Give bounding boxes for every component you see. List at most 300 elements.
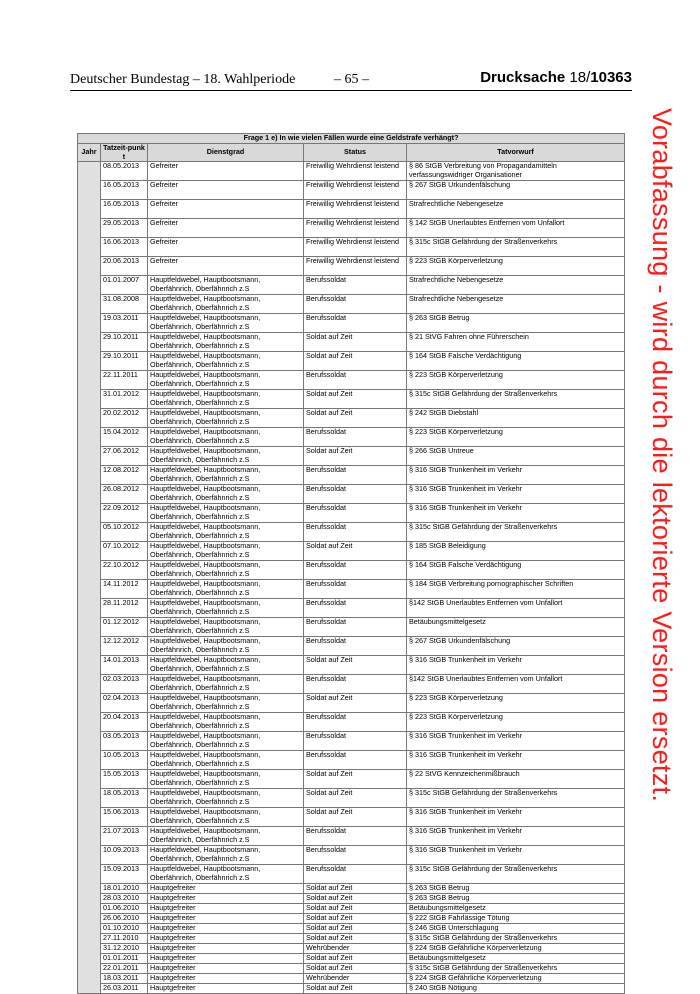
date-cell bbox=[101, 618, 148, 637]
charge-cell bbox=[407, 599, 625, 618]
charge-cell bbox=[407, 789, 625, 808]
charge-text-line1: § 315c StGB Gefährdung der Straßenverkehrs bbox=[409, 963, 558, 973]
table-row bbox=[78, 409, 625, 428]
charge-cell bbox=[407, 984, 625, 994]
status-cell bbox=[304, 542, 407, 561]
date-cell bbox=[101, 257, 148, 276]
status-text: Soldat auf Zeit bbox=[306, 963, 353, 973]
rank-text-line1: Hauptfeldwebel, Hauptbootsmann, bbox=[150, 674, 261, 684]
date-cell bbox=[101, 974, 148, 984]
charge-text-line1: §142 StGB Unerlaubtes Entfernen vom Unfallort bbox=[409, 674, 563, 684]
status-text: Soldat auf Zeit bbox=[306, 446, 353, 456]
rank-text-line2: Oberfähnrich, Oberfähnrich z.S bbox=[150, 321, 250, 331]
status-text: Soldat auf Zeit bbox=[306, 389, 353, 399]
status-text: Soldat auf Zeit bbox=[306, 883, 353, 893]
date-text: 28.03.2010 bbox=[103, 893, 139, 903]
rank-cell bbox=[148, 352, 304, 371]
rank-text-line1: Hauptfeldwebel, Hauptbootsmann, bbox=[150, 275, 261, 285]
rank-text-line1: Gefreiter bbox=[150, 180, 178, 190]
status-cell bbox=[304, 333, 407, 352]
status-text: Soldat auf Zeit bbox=[306, 933, 353, 943]
date-cell bbox=[101, 954, 148, 964]
charge-cell bbox=[407, 333, 625, 352]
charge-text-line1: § 21 StVG Fahren ohne Führerschein bbox=[409, 332, 529, 342]
status-text: Soldat auf Zeit bbox=[306, 953, 353, 963]
table-row bbox=[78, 944, 625, 954]
charge-cell bbox=[407, 944, 625, 954]
charge-text-line1: § 315c StGB Gefährdung der Straßenverkehrs bbox=[409, 788, 558, 798]
date-text: 15.05.2013 bbox=[103, 769, 139, 779]
column-header-charge: Tatvorwurf bbox=[407, 144, 625, 162]
rank-text-line2: Oberfähnrich, Oberfähnrich z.S bbox=[150, 720, 250, 730]
rank-text-line2: Oberfähnrich, Oberfähnrich z.S bbox=[150, 739, 250, 749]
table-row bbox=[78, 789, 625, 808]
date-cell bbox=[101, 447, 148, 466]
date-text: 29.10.2011 bbox=[103, 332, 139, 342]
table-row bbox=[78, 954, 625, 964]
charge-cell bbox=[407, 637, 625, 656]
charge-text-line1: Strafrechtliche Nebengesetze bbox=[409, 199, 504, 209]
status-cell bbox=[304, 276, 407, 295]
charge-cell bbox=[407, 974, 625, 984]
table-row bbox=[78, 580, 625, 599]
date-cell bbox=[101, 314, 148, 333]
rank-cell bbox=[148, 984, 304, 994]
status-text: Berufssoldat bbox=[306, 731, 346, 741]
rank-cell bbox=[148, 974, 304, 984]
rank-text-line1: Hauptfeldwebel, Hauptbootsmann, bbox=[150, 807, 261, 817]
charge-text-line1: § 315c StGB Gefährdung der Straßenverkehrs bbox=[409, 522, 558, 532]
rank-text-line1: Hauptgefreiter bbox=[150, 923, 196, 933]
rank-text-line1: Hauptfeldwebel, Hauptbootsmann, bbox=[150, 655, 261, 665]
date-cell bbox=[101, 713, 148, 732]
date-cell bbox=[101, 181, 148, 200]
status-text: Soldat auf Zeit bbox=[306, 788, 353, 798]
rank-text-line1: Hauptfeldwebel, Hauptbootsmann, bbox=[150, 389, 261, 399]
rank-text-line2: Oberfähnrich, Oberfähnrich z.S bbox=[150, 340, 250, 350]
table-row bbox=[78, 485, 625, 504]
table-row bbox=[78, 675, 625, 694]
charge-text-line1: § 184 StGB Verbreitung pornographischer Schriften bbox=[409, 579, 574, 589]
date-text: 22.10.2012 bbox=[103, 560, 139, 570]
rank-text-line2: Oberfähnrich, Oberfähnrich z.S bbox=[150, 606, 250, 616]
date-text: 26.08.2012 bbox=[103, 484, 139, 494]
rank-text-line1: Hauptfeldwebel, Hauptbootsmann, bbox=[150, 750, 261, 760]
table-row bbox=[78, 295, 625, 314]
table-row bbox=[78, 523, 625, 542]
table-row bbox=[78, 656, 625, 675]
date-text: 20.02.2012 bbox=[103, 408, 139, 418]
date-cell bbox=[101, 789, 148, 808]
status-cell bbox=[304, 504, 407, 523]
date-cell bbox=[101, 894, 148, 904]
rank-cell bbox=[148, 914, 304, 924]
status-cell bbox=[304, 238, 407, 257]
charge-text-line1: Betäubungsmittelgesetz bbox=[409, 953, 486, 963]
date-cell bbox=[101, 409, 148, 428]
charge-text-line1: Strafrechtliche Nebengesetze bbox=[409, 275, 504, 285]
status-cell bbox=[304, 314, 407, 333]
date-cell bbox=[101, 656, 148, 675]
charge-text-line1: § 164 StGB Falsche Verdächtigung bbox=[409, 560, 522, 570]
table-title: Frage 1 e) In wie vielen Fällen wurde eine Geldstrafe verhängt? bbox=[78, 134, 625, 144]
status-cell bbox=[304, 371, 407, 390]
charge-cell bbox=[407, 904, 625, 914]
date-cell bbox=[101, 390, 148, 409]
charge-cell bbox=[407, 770, 625, 789]
status-cell bbox=[304, 618, 407, 637]
rank-text-line2: Oberfähnrich, Oberfähnrich z.S bbox=[150, 549, 250, 559]
date-text: 16.06.2013 bbox=[103, 237, 139, 247]
table-row bbox=[78, 637, 625, 656]
status-cell bbox=[304, 894, 407, 904]
rank-text-line2: Oberfähnrich, Oberfähnrich z.S bbox=[150, 454, 250, 464]
date-cell bbox=[101, 276, 148, 295]
charge-cell bbox=[407, 504, 625, 523]
rank-text-line1: Hauptfeldwebel, Hauptbootsmann, bbox=[150, 864, 261, 874]
status-cell bbox=[304, 523, 407, 542]
document-number bbox=[480, 69, 632, 86]
charge-cell bbox=[407, 523, 625, 542]
charge-text-line1: § 316 StGB Trunkenheit im Verkehr bbox=[409, 465, 523, 475]
charge-cell bbox=[407, 561, 625, 580]
status-cell bbox=[304, 637, 407, 656]
status-cell bbox=[304, 934, 407, 944]
status-cell bbox=[304, 865, 407, 884]
rank-text-line2: Oberfähnrich, Oberfähnrich z.S bbox=[150, 568, 250, 578]
rank-cell bbox=[148, 371, 304, 390]
charge-text-line1: § 223 StGB Körperverletzung bbox=[409, 256, 503, 266]
status-text: Berufssoldat bbox=[306, 598, 346, 608]
charge-text-line1: § 222 StGB Fahrlässige Tötung bbox=[409, 913, 510, 923]
date-cell bbox=[101, 561, 148, 580]
rank-text-line1: Hauptfeldwebel, Hauptbootsmann, bbox=[150, 712, 261, 722]
rank-text-line1: Hauptfeldwebel, Hauptbootsmann, bbox=[150, 370, 261, 380]
charge-text-line1: § 316 StGB Trunkenheit im Verkehr bbox=[409, 845, 523, 855]
rank-cell bbox=[148, 276, 304, 295]
status-cell bbox=[304, 984, 407, 994]
date-text: 15.04.2012 bbox=[103, 427, 139, 437]
status-text: Berufssoldat bbox=[306, 370, 346, 380]
charge-cell bbox=[407, 808, 625, 827]
draft-watermark: Vorabfassung - wird durch die lektorierte Version ersetzt. bbox=[647, 108, 677, 803]
rank-text-line1: Hauptgefreiter bbox=[150, 973, 196, 983]
rank-text-line1: Hauptfeldwebel, Hauptbootsmann, bbox=[150, 598, 261, 608]
date-text: 31.08.2008 bbox=[103, 294, 139, 304]
status-cell bbox=[304, 428, 407, 447]
charge-cell bbox=[407, 485, 625, 504]
status-cell bbox=[304, 694, 407, 713]
status-cell bbox=[304, 732, 407, 751]
status-text: Berufssoldat bbox=[306, 313, 346, 323]
charge-text-line1: § 242 StGB Diebstahl bbox=[409, 408, 479, 418]
column-header-year: Jahr bbox=[78, 144, 101, 162]
charge-text-line2: verfassungswidriger Organisationer bbox=[409, 169, 523, 179]
date-text: 28.11.2012 bbox=[103, 598, 139, 608]
charge-text-line1: §142 StGB Unerlaubtes Entfernen vom Unfallort bbox=[409, 598, 563, 608]
document-number-prefix: 18/ bbox=[569, 69, 591, 86]
date-cell bbox=[101, 352, 148, 371]
rank-cell bbox=[148, 542, 304, 561]
status-text: Wehrübender bbox=[306, 943, 350, 953]
charge-text-line1: § 266 StGB Untreue bbox=[409, 446, 474, 456]
date-text: 14.01.2013 bbox=[103, 655, 139, 665]
charge-text-line1: Strafrechtliche Nebengesetze bbox=[409, 294, 504, 304]
rank-cell bbox=[148, 924, 304, 934]
rank-cell bbox=[148, 181, 304, 200]
year-cell bbox=[78, 162, 101, 994]
document-number-value: 10363 bbox=[590, 69, 632, 86]
table-row bbox=[78, 974, 625, 984]
rank-cell bbox=[148, 295, 304, 314]
rank-text-line1: Hauptgefreiter bbox=[150, 953, 196, 963]
rank-cell bbox=[148, 523, 304, 542]
rank-cell bbox=[148, 257, 304, 276]
rank-text-line2: Oberfähnrich, Oberfähnrich z.S bbox=[150, 492, 250, 502]
status-cell bbox=[304, 827, 407, 846]
charge-cell bbox=[407, 914, 625, 924]
status-cell bbox=[304, 466, 407, 485]
date-text: 31.12.2010 bbox=[103, 943, 139, 953]
table-row bbox=[78, 181, 625, 200]
date-text: 08.05.2013 bbox=[103, 161, 139, 171]
status-text: Berufssoldat bbox=[306, 845, 346, 855]
status-cell bbox=[304, 390, 407, 409]
charge-text-line1: § 223 StGB Körperverletzung bbox=[409, 427, 503, 437]
rank-text-line1: Hauptfeldwebel, Hauptbootsmann, bbox=[150, 465, 261, 475]
table-row bbox=[78, 846, 625, 865]
date-cell bbox=[101, 884, 148, 894]
date-cell bbox=[101, 542, 148, 561]
rank-text-line1: Hauptfeldwebel, Hauptbootsmann, bbox=[150, 636, 261, 646]
table-row bbox=[78, 428, 625, 447]
charge-cell bbox=[407, 865, 625, 884]
date-cell bbox=[101, 914, 148, 924]
rank-cell bbox=[148, 428, 304, 447]
rank-text-line1: Gefreiter bbox=[150, 237, 178, 247]
date-text: 03.05.2013 bbox=[103, 731, 139, 741]
rank-cell bbox=[148, 599, 304, 618]
charge-text-line1: § 246 StGB Unterschlagung bbox=[409, 923, 499, 933]
rank-text-line2: Oberfähnrich, Oberfähnrich z.S bbox=[150, 283, 250, 293]
table-row bbox=[78, 352, 625, 371]
rank-cell bbox=[148, 219, 304, 238]
rank-text-line2: Oberfähnrich, Oberfähnrich z.S bbox=[150, 397, 250, 407]
date-cell bbox=[101, 428, 148, 447]
rank-text-line2: Oberfähnrich, Oberfähnrich z.S bbox=[150, 682, 250, 692]
table-row bbox=[78, 219, 625, 238]
charge-text-line1: § 223 StGB Körperverletzung bbox=[409, 693, 503, 703]
charge-cell bbox=[407, 219, 625, 238]
status-cell bbox=[304, 751, 407, 770]
charge-text-line1: § 316 StGB Trunkenheit im Verkehr bbox=[409, 731, 523, 741]
status-cell bbox=[304, 656, 407, 675]
status-cell bbox=[304, 409, 407, 428]
rank-cell bbox=[148, 656, 304, 675]
table-row bbox=[78, 447, 625, 466]
rank-text-line1: Gefreiter bbox=[150, 161, 178, 171]
date-text: 01.01.2011 bbox=[103, 953, 139, 963]
rank-text-line1: Hauptgefreiter bbox=[150, 893, 196, 903]
status-cell bbox=[304, 808, 407, 827]
charge-cell bbox=[407, 580, 625, 599]
document-label: Drucksache bbox=[480, 69, 566, 86]
charge-text-line1: Betäubungsmittelgesetz bbox=[409, 617, 486, 627]
charge-text-line1: § 263 StGB Betrug bbox=[409, 893, 470, 903]
table-row bbox=[78, 276, 625, 295]
status-cell bbox=[304, 200, 407, 219]
charge-text-line1: § 316 StGB Trunkenheit im Verkehr bbox=[409, 750, 523, 760]
status-cell bbox=[304, 770, 407, 789]
table-row bbox=[78, 561, 625, 580]
rank-text-line1: Hauptgefreiter bbox=[150, 903, 196, 913]
rank-cell bbox=[148, 333, 304, 352]
status-cell bbox=[304, 561, 407, 580]
rank-text-line1: Hauptfeldwebel, Hauptbootsmann, bbox=[150, 826, 261, 836]
charge-cell bbox=[407, 466, 625, 485]
status-text: Soldat auf Zeit bbox=[306, 893, 353, 903]
rank-cell bbox=[148, 162, 304, 181]
date-cell bbox=[101, 770, 148, 789]
charge-cell bbox=[407, 954, 625, 964]
date-text: 10.05.2013 bbox=[103, 750, 139, 760]
charge-text-line1: Betäubungsmittelgesetz bbox=[409, 903, 486, 913]
rank-cell bbox=[148, 934, 304, 944]
charge-cell bbox=[407, 276, 625, 295]
status-text: Berufssoldat bbox=[306, 674, 346, 684]
rank-cell bbox=[148, 466, 304, 485]
status-cell bbox=[304, 713, 407, 732]
table-row bbox=[78, 333, 625, 352]
date-text: 18.03.2011 bbox=[103, 973, 139, 983]
rank-text-line1: Hauptfeldwebel, Hauptbootsmann, bbox=[150, 617, 261, 627]
fines-table bbox=[77, 133, 625, 994]
charge-cell bbox=[407, 694, 625, 713]
table-row bbox=[78, 827, 625, 846]
date-cell bbox=[101, 924, 148, 934]
status-cell bbox=[304, 789, 407, 808]
column-header-status: Status bbox=[304, 144, 407, 162]
rank-text-line2: Oberfähnrich, Oberfähnrich z.S bbox=[150, 663, 250, 673]
date-cell bbox=[101, 964, 148, 974]
date-cell bbox=[101, 504, 148, 523]
table-row bbox=[78, 984, 625, 994]
charge-text-line1: § 316 StGB Trunkenheit im Verkehr bbox=[409, 484, 523, 494]
rank-cell bbox=[148, 770, 304, 789]
date-text: 16.05.2013 bbox=[103, 180, 139, 190]
rank-text-line2: Oberfähnrich, Oberfähnrich z.S bbox=[150, 416, 250, 426]
table-row bbox=[78, 751, 625, 770]
rank-cell bbox=[148, 904, 304, 914]
charge-cell bbox=[407, 964, 625, 974]
date-cell bbox=[101, 219, 148, 238]
charge-cell bbox=[407, 656, 625, 675]
date-text: 27.06.2012 bbox=[103, 446, 139, 456]
rank-cell bbox=[148, 789, 304, 808]
status-cell bbox=[304, 447, 407, 466]
date-cell bbox=[101, 751, 148, 770]
status-text: Berufssoldat bbox=[306, 826, 346, 836]
status-cell bbox=[304, 352, 407, 371]
date-text: 14.11.2012 bbox=[103, 579, 139, 589]
rank-text-line1: Hauptfeldwebel, Hauptbootsmann, bbox=[150, 332, 261, 342]
rank-cell bbox=[148, 884, 304, 894]
status-cell bbox=[304, 675, 407, 694]
charge-text-line1: § 316 StGB Trunkenheit im Verkehr bbox=[409, 503, 523, 513]
rank-text-line1: Gefreiter bbox=[150, 256, 178, 266]
charge-text-line1: § 316 StGB Trunkenheit im Verkehr bbox=[409, 826, 523, 836]
table-row bbox=[78, 894, 625, 904]
date-cell bbox=[101, 523, 148, 542]
charge-text-line1: § 267 StGB Urkundenfälschung bbox=[409, 636, 511, 646]
date-text: 26.06.2010 bbox=[103, 913, 139, 923]
rank-cell bbox=[148, 964, 304, 974]
rank-cell bbox=[148, 827, 304, 846]
status-cell bbox=[304, 884, 407, 894]
status-text: Berufssoldat bbox=[306, 579, 346, 589]
rank-text-line1: Hauptgefreiter bbox=[150, 883, 196, 893]
status-cell bbox=[304, 599, 407, 618]
rank-text-line1: Gefreiter bbox=[150, 218, 178, 228]
rank-text-line2: Oberfähnrich, Oberfähnrich z.S bbox=[150, 378, 250, 388]
rank-text-line1: Hauptfeldwebel, Hauptbootsmann, bbox=[150, 769, 261, 779]
date-text: 19.03.2011 bbox=[103, 313, 139, 323]
charge-text-line1: § 267 StGB Urkundenfälschung bbox=[409, 180, 511, 190]
status-text: Soldat auf Zeit bbox=[306, 903, 353, 913]
rank-text-line1: Hauptfeldwebel, Hauptbootsmann, bbox=[150, 313, 261, 323]
rank-text-line1: Hauptgefreiter bbox=[150, 963, 196, 973]
table-row bbox=[78, 732, 625, 751]
charge-text-line1: § 315c StGB Gefährdung der Straßenverkehrs bbox=[409, 237, 558, 247]
date-cell bbox=[101, 599, 148, 618]
charge-cell bbox=[407, 314, 625, 333]
status-text: Berufssoldat bbox=[306, 503, 346, 513]
rank-cell bbox=[148, 808, 304, 827]
charge-text-line1: § 22 StVG Kennzeichenmißbrauch bbox=[409, 769, 520, 779]
charge-cell bbox=[407, 447, 625, 466]
date-cell bbox=[101, 637, 148, 656]
status-text: Berufssoldat bbox=[306, 617, 346, 627]
rank-text-line2: Oberfähnrich, Oberfähnrich z.S bbox=[150, 777, 250, 787]
status-cell bbox=[304, 944, 407, 954]
rank-cell bbox=[148, 675, 304, 694]
charge-cell bbox=[407, 751, 625, 770]
status-cell bbox=[304, 219, 407, 238]
table-row bbox=[78, 257, 625, 276]
date-cell bbox=[101, 944, 148, 954]
date-cell bbox=[101, 732, 148, 751]
status-cell bbox=[304, 904, 407, 914]
page-header bbox=[70, 68, 632, 91]
date-cell bbox=[101, 466, 148, 485]
charge-cell bbox=[407, 542, 625, 561]
rank-text-line1: Hauptfeldwebel, Hauptbootsmann, bbox=[150, 541, 261, 551]
date-cell bbox=[101, 846, 148, 865]
rank-cell bbox=[148, 713, 304, 732]
rank-text-line2: Oberfähnrich, Oberfähnrich z.S bbox=[150, 644, 250, 654]
table-row bbox=[78, 504, 625, 523]
table-row bbox=[78, 865, 625, 884]
status-text: Freiwillig Wehrdienst leistend bbox=[306, 256, 399, 266]
charge-text-line1: § 263 StGB Betrug bbox=[409, 883, 470, 893]
charge-cell bbox=[407, 352, 625, 371]
status-cell bbox=[304, 295, 407, 314]
date-text: 10.09.2013 bbox=[103, 845, 139, 855]
status-text: Berufssoldat bbox=[306, 750, 346, 760]
date-text: 18.01.2010 bbox=[103, 883, 139, 893]
date-cell bbox=[101, 934, 148, 944]
rank-cell bbox=[148, 732, 304, 751]
